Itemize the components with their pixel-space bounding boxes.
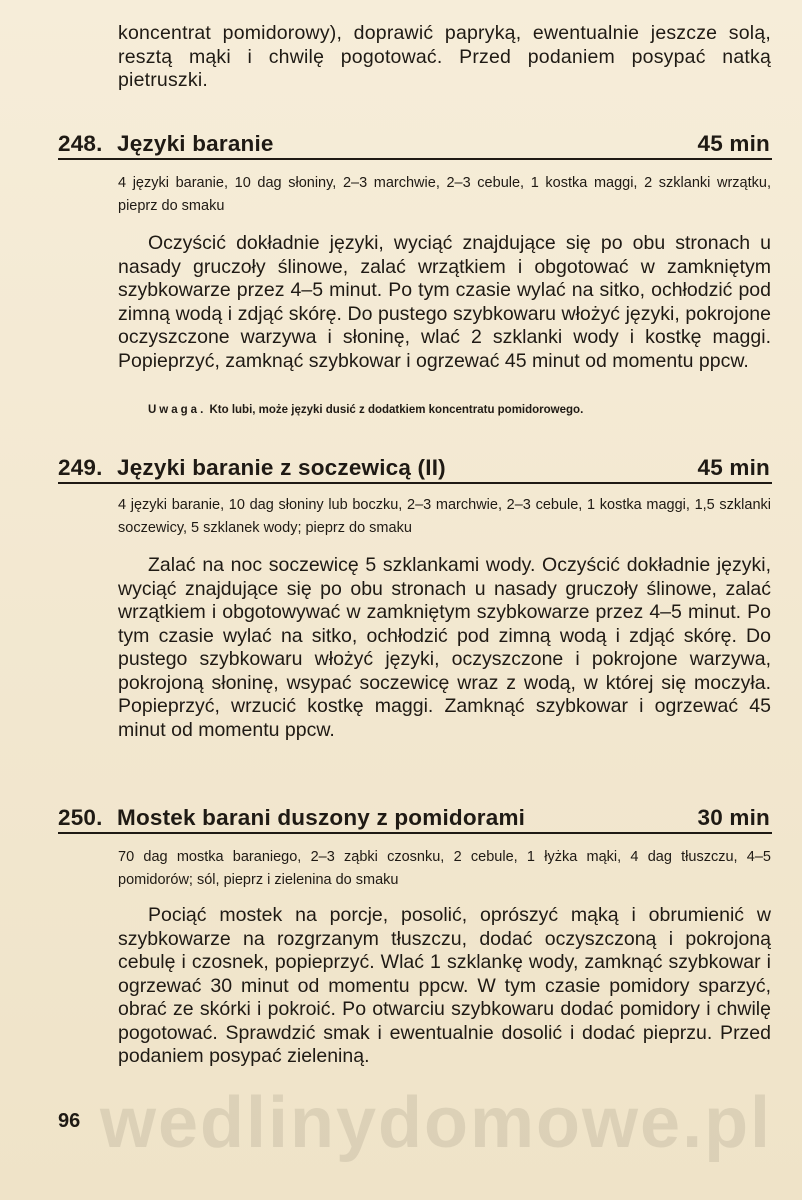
recipe-title: Języki baranie z soczewicą (II) — [117, 455, 446, 480]
note-label: Uwaga. — [148, 404, 207, 416]
recipe-time: 45 min — [697, 455, 770, 480]
recipe-248-note — [148, 402, 771, 418]
page-number: 96 — [58, 1110, 81, 1132]
intro-paragraph: koncentrat pomidorowy), doprawić papryką, ewentualnie jeszcze solą, resztą mąki i chwilę pogotować. Przed podaniem posypać natką pietruszki. — [118, 22, 771, 91]
note-text: Kto lubi, może języki dusić z dodatkiem koncentratu pomidorowego. — [209, 404, 584, 416]
recipe-249-method: Zalać na noc soczewicę 5 szklankami wody. Oczyścić dokładnie języki, wyciąć znajdujące się po obu stronach u nasady gruczoły ślinowe, zalać wrzątkiem i obgotowywać w zamkniętym szybkowarze przez 4–5 minut. Po tym czasie wylać na sitko, ochłodzić pod zimną wodą i zdjąć skórę. Do pustego szybkowaru włożyć języki, oczyszczone i pokrojone warzywa, pokrojoną słoninę, wsypać soczewicę wraz z wodą, w której się moczyła. Popieprzyć, wrzucić kostkę maggi. Zamknąć szybkowar i ogrzewać 45 minut od momentu ppcw. — [118, 554, 771, 741]
recipe-250-ingredients: 70 dag mostka baraniego, 2–3 ząbki czosnku, 2 cebule, 1 łyżka mąki, 4 dag tłuszczu, 4–5 pomidorów; sól, pieprz i zielenina do smaku — [118, 849, 771, 888]
watermark: wedlinydomowe.pl — [100, 1083, 773, 1163]
recipe-250-method: Pociąć mostek na porcje, posolić, oprószyć mąką i obrumienić w szybkowarze na rozgrzanym tłuszczu, dodać oczyszczoną i pokrojoną cebulę i czosnek, popieprzyć. Wlać 1 szklankę wody, zamknąć szybkowar i ogrzewać 30 minut od momentu ppcw. W tym czasie pomidory sparzyć, obrać ze skórki i pokroić. Po otwarciu szybkowaru dodać pomidory i chwilę pogotować. Sprawdzić smak i ewentualnie dosolić i dodać pieprzu. Przed podaniem posypać zieleniną. — [118, 904, 771, 1067]
recipe-248-heading — [58, 128, 772, 160]
recipe-250-heading — [58, 802, 772, 834]
recipe-249-ingredients: 4 języki baranie, 10 dag słoniny lub boczku, 2–3 marchwie, 2–3 cebule, 1 kostka maggi, 1,5 szklanki soczewicy, 5 szklanek wody; pieprz do smaku — [118, 497, 771, 536]
recipe-248-ingredients: 4 języki baranie, 10 dag słoniny, 2–3 marchwie, 2–3 cebule, 1 kostka maggi, 2 szklanki wrzątku, pieprz do smaku — [118, 175, 771, 214]
recipe-time: 45 min — [697, 131, 770, 156]
recipe-249-heading — [58, 452, 772, 484]
recipe-time: 30 min — [697, 805, 770, 830]
recipe-number: 249. — [58, 455, 103, 480]
recipe-248-method: Oczyścić dokładnie języki, wyciąć znajdujące się po obu stronach u nasady gruczoły ślinowe, zalać wrzątkiem i obgotować w zamkniętym szybkowarze przez 4–5 minut. Po tym czasie wylać na sitko, ochłodzić pod zimną wodą i zdjąć skórę. Do pustego szybkowaru włożyć języki, pokrojone oczyszczone warzywa i słoninę, wlać 2 szklanki wody i kostkę maggi. Popieprzyć, zamknąć szybkowar i ogrzewać 45 minut od momentu ppcw. — [118, 232, 771, 372]
recipe-title: Mostek barani duszony z pomidorami — [117, 805, 526, 830]
recipe-number: 248. — [58, 131, 103, 156]
recipe-title: Języki baranie — [117, 131, 274, 156]
recipe-number: 250. — [58, 805, 103, 830]
